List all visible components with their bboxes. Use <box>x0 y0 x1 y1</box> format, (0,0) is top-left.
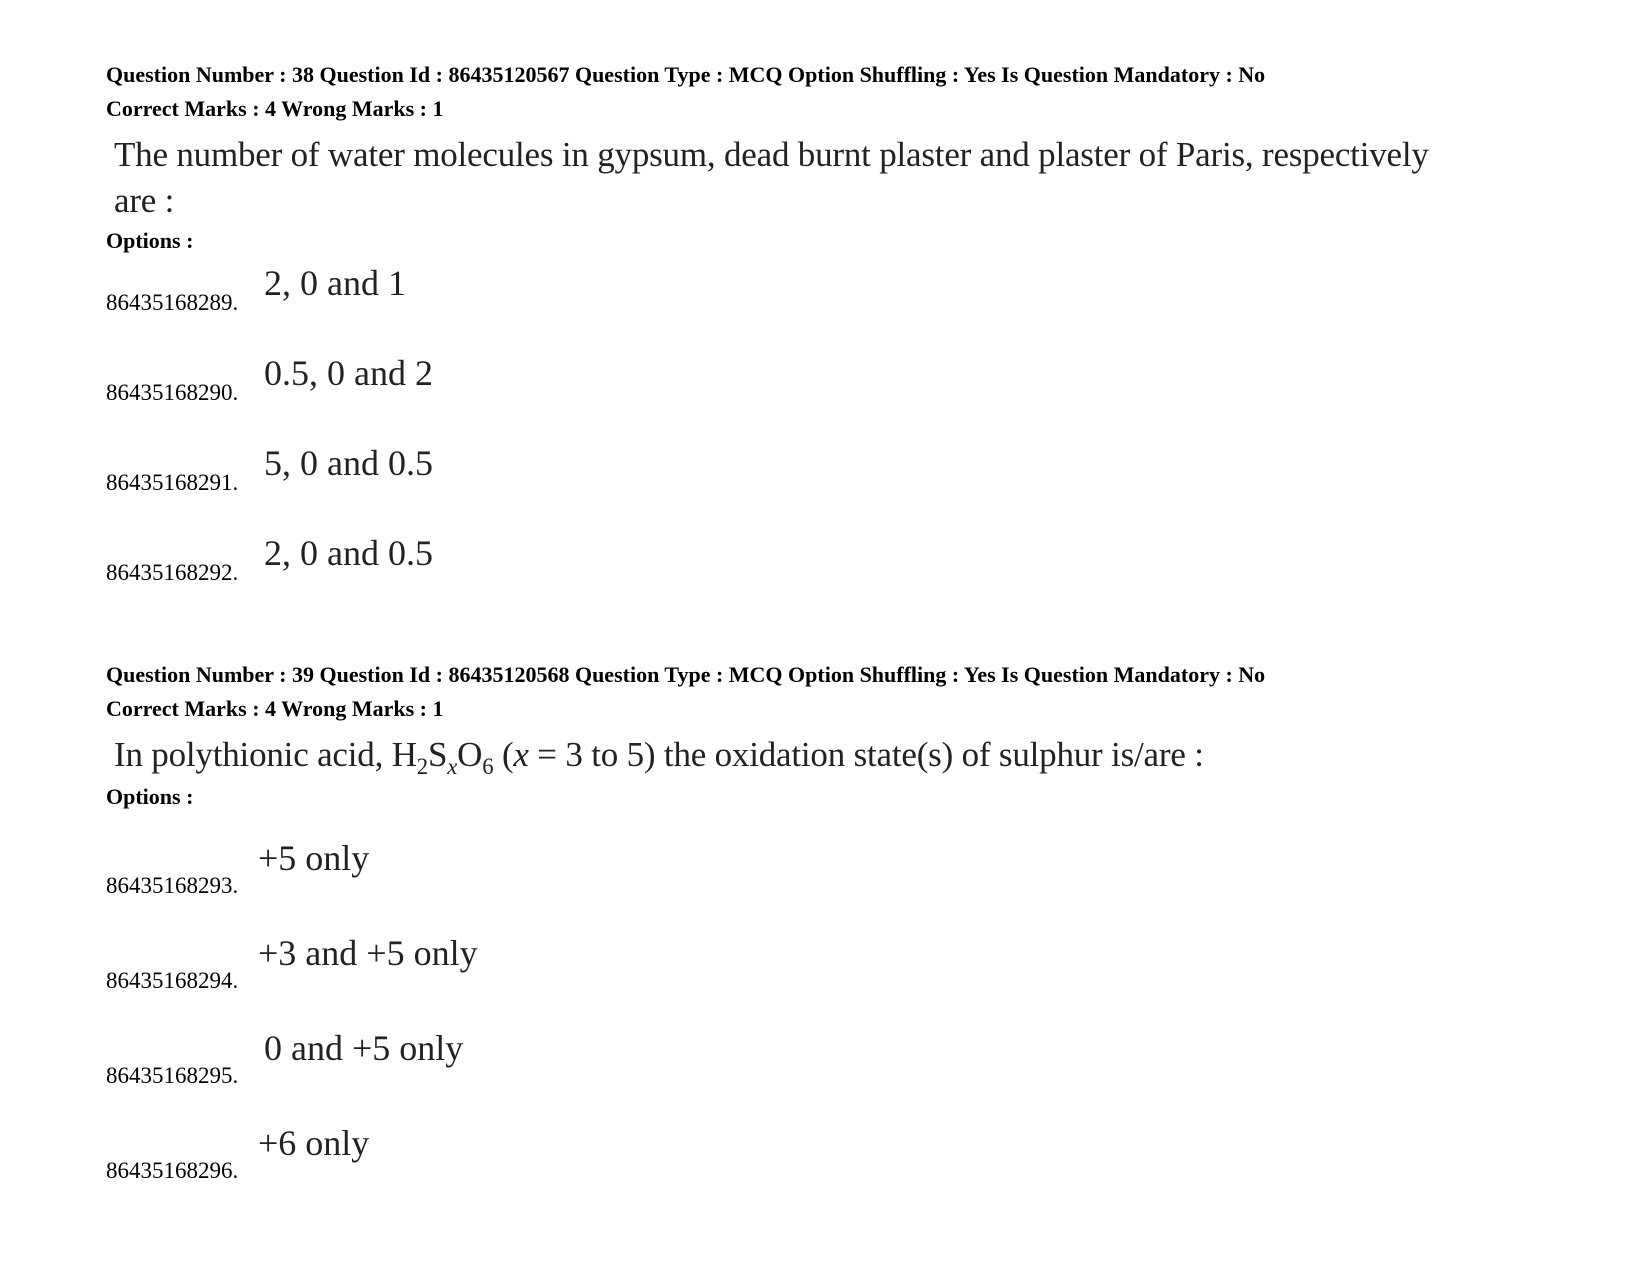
options-label: Options : <box>106 228 194 253</box>
question-text-suffix-1: ( <box>493 735 514 774</box>
question-39-options <box>106 838 1626 1183</box>
option-row[interactable] <box>106 1028 906 1088</box>
option-id: 86435168292. <box>106 560 239 585</box>
option-text: 0 and +5 only <box>264 1028 464 1068</box>
option-row[interactable] <box>106 1123 906 1183</box>
option-id: 86435168291. <box>106 470 239 495</box>
question-text <box>114 132 1626 224</box>
question-text <box>114 732 1626 778</box>
option-row[interactable] <box>106 838 906 898</box>
question-text-suffix-2: = 3 to 5) the oxidation state(s) of sulphur is/are : <box>528 735 1204 774</box>
option-id: 86435168293. <box>106 873 239 898</box>
option-text: 0.5, 0 and 2 <box>264 353 433 393</box>
chemical-formula: $H_2S_xO_6$ <box>391 735 494 779</box>
option-row[interactable] <box>106 353 906 413</box>
variable-x: x <box>513 735 529 774</box>
question-marks-line: Correct Marks : 4 Wrong Marks : 1 <box>106 96 444 121</box>
option-id: 86435168290. <box>106 380 239 405</box>
option-row[interactable] <box>106 263 906 323</box>
option-row[interactable] <box>106 533 906 593</box>
option-text: 2, 0 and 0.5 <box>264 533 433 573</box>
option-text: +3 and +5 only <box>258 933 478 973</box>
option-row[interactable] <box>106 443 906 503</box>
option-id: 86435168289. <box>106 290 239 315</box>
question-38 <box>106 58 1626 256</box>
option-id: 86435168296. <box>106 1158 239 1183</box>
option-text: 2, 0 and 1 <box>264 263 406 303</box>
options-label: Options : <box>106 784 194 809</box>
question-38-options <box>106 263 1626 583</box>
question-meta-line: Question Number : 38 Question Id : 86435120567 Question Type : MCQ Option Shuffling : Yes Is Question Mandatory : No <box>106 62 1266 87</box>
question-marks-line: Correct Marks : 4 Wrong Marks : 1 <box>106 696 444 721</box>
question-meta-line: Question Number : 39 Question Id : 86435120568 Question Type : MCQ Option Shuffling : Yes Is Question Mandatory : No <box>106 662 1266 687</box>
option-text: +6 only <box>258 1123 370 1163</box>
option-id: 86435168295. <box>106 1063 239 1088</box>
option-text: 5, 0 and 0.5 <box>264 443 433 483</box>
question-text-line-2: are : <box>114 181 175 220</box>
option-id: 86435168294. <box>106 968 239 993</box>
option-row[interactable] <box>106 933 906 993</box>
question-text-prefix: In polythionic acid, <box>114 735 392 774</box>
question-39 <box>106 658 1626 812</box>
question-text-line-1: The number of water molecules in gypsum, dead burnt plaster and plaster of Paris, respectively <box>114 135 1429 174</box>
option-text: +5 only <box>258 838 370 878</box>
